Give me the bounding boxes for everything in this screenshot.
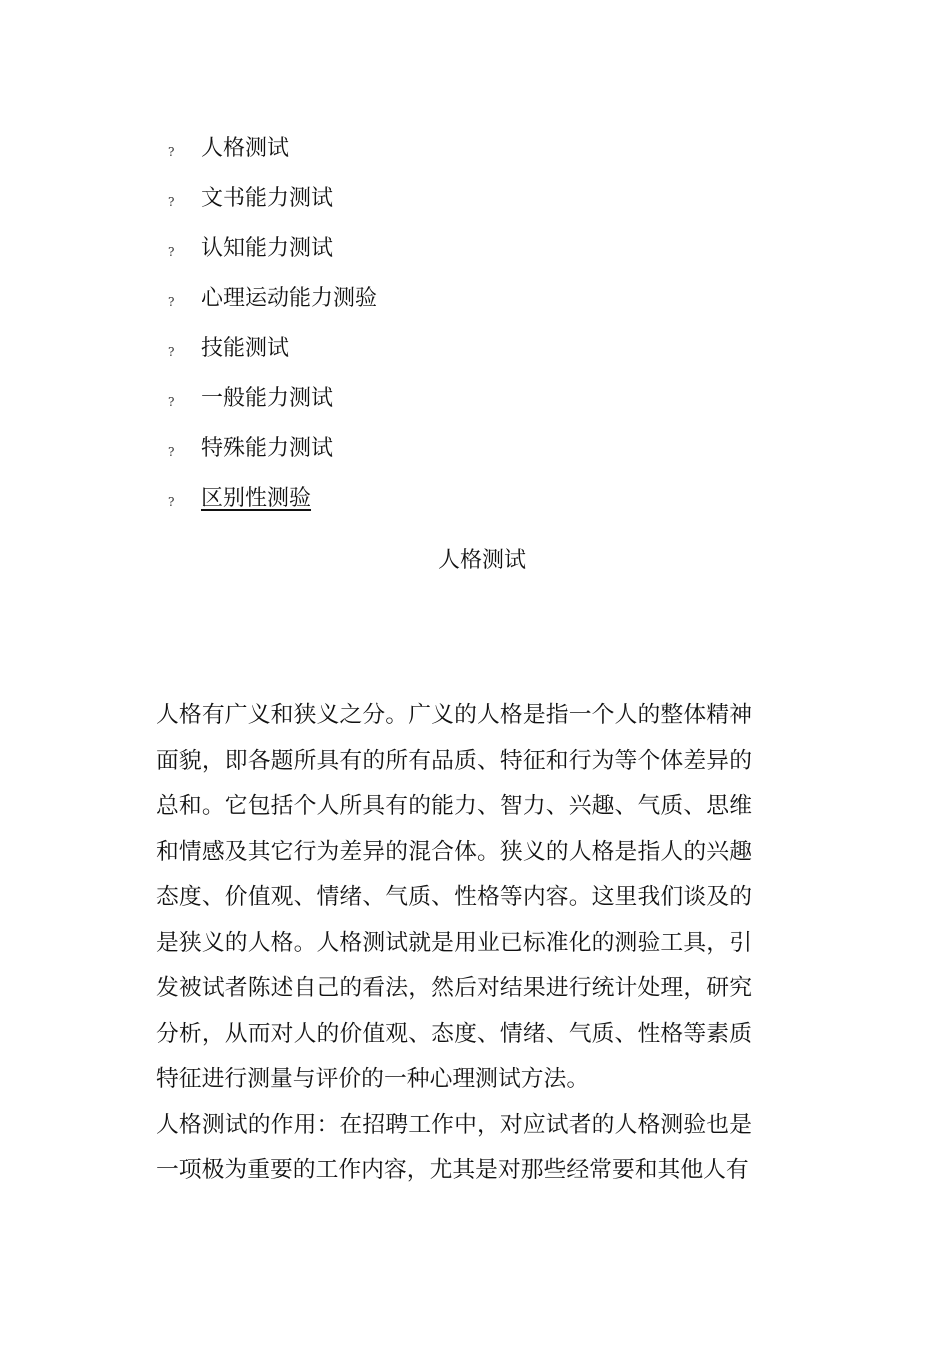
toc-item-cognitive-ability-test[interactable] (168, 224, 377, 274)
toc-item-clerical-ability-test[interactable] (168, 174, 377, 224)
section-body (156, 693, 752, 1194)
table-of-contents (168, 124, 377, 524)
bullet-icon: ? (168, 195, 175, 209)
toc-item-skill-test[interactable] (168, 324, 377, 374)
toc-link[interactable]: 技能测试 (201, 336, 290, 361)
toc-item-special-ability-test[interactable] (168, 424, 377, 474)
toc-item-general-ability-test[interactable] (168, 374, 377, 424)
toc-item-personality-test[interactable] (168, 124, 377, 174)
bullet-icon: ? (168, 245, 175, 259)
bullet-icon: ? (168, 295, 175, 309)
bullet-icon: ? (168, 395, 175, 409)
section-title: 人格测试 (437, 548, 526, 573)
toc-link[interactable]: 一般能力测试 (201, 386, 334, 411)
toc-link[interactable]: 认知能力测试 (201, 236, 334, 261)
toc-item-differential-test[interactable] (168, 474, 377, 524)
toc-link[interactable]: 人格测试 (201, 136, 290, 161)
paragraph: 人格测试的作用：在招聘工作中，对应试者的人格测验也是一项极为重要的工作内容，尤其是对那些经常要和其他人有 (156, 1111, 752, 1183)
toc-link[interactable]: 区别性测验 (201, 486, 312, 511)
bullet-icon: ? (168, 145, 175, 159)
bullet-icon: ? (168, 495, 175, 509)
toc-link[interactable]: 心理运动能力测验 (201, 286, 378, 311)
paragraph: 人格有广义和狭义之分。广义的人格是指一个人的整体精神面貌，即各题所具有的所有品质、特征和行为等个体差异的总和。它包括个人所具有的能力、智力、兴趣、气质、思维和情感及其它行为差异的混合体。狭义的人格是指人的兴趣态度、价值观、情绪、气质、性格等内容。这里我们谈及的是狭义的人格。人格测试就是用业已标准化的测验工具，引发被试者陈述自己的看法，然后对结果进行统计处理，研究分析，从而对人的价值观、态度、情绪、气质、性格等素质特征进行测量与评价的一种心理测试方法。 (156, 702, 752, 1092)
toc-item-psychomotor-ability-test[interactable] (168, 274, 377, 324)
toc-link[interactable]: 特殊能力测试 (201, 436, 334, 461)
toc-link[interactable]: 文书能力测试 (201, 186, 334, 211)
bullet-icon: ? (168, 445, 175, 459)
bullet-icon: ? (168, 345, 175, 359)
